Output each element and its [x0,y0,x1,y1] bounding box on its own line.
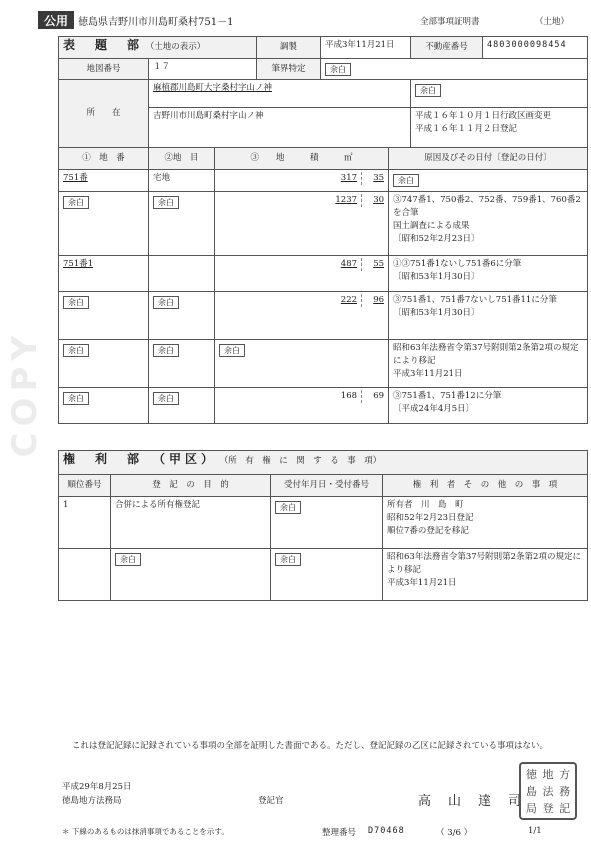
shozai-label: 所 在 [59,80,149,148]
kenri-row-2-juni [59,549,111,601]
area-decimal: 55 [373,259,385,269]
yohaku-stamp: 余白 [153,344,179,357]
footnote: ＊ 下線のあるものは抹消事項であることを示す。 [62,827,229,836]
hyodai-row-1-chiban [59,170,149,192]
chizu-label: 地図番号 [59,59,149,80]
seal-char: 局 [525,801,537,815]
shozai-row-2 [149,108,411,148]
seal-char: 徳 [525,768,537,782]
col-chiban: ① 地 番 [59,148,149,170]
hyodai-row-3-chiseki [215,256,389,292]
yohaku-stamp: 余白 [275,553,301,566]
chimoku-text: 宅地 [153,173,171,183]
area-integer: 317 [341,172,362,185]
yohaku-stamp: 余白 [63,344,89,357]
issuing-office: 徳島地方法務局 [62,796,122,806]
kenri-row-2-jiko: 昭和63年法務省令第37号附則第2条第2項の規定により移記 平成3年11月21日 [383,549,588,601]
area-integer: 168 [341,390,362,403]
hyodai-row-6-chiseki [215,388,389,424]
seal-char: 務 [559,784,571,798]
area-integer: 487 [341,258,362,271]
chosei-label: 調製 [257,37,321,59]
col-chimoku: ②地 目 [149,148,215,170]
fudosan-value: 4803000098454 [483,37,588,59]
hyodai-row-4-chiban [59,292,149,340]
chiban-text: 751番 [63,173,88,183]
official-use-badge: 公用 [38,11,74,29]
seal-char: 島 [525,784,537,798]
issue-date: 平成29年8月25日 [62,782,132,792]
seal-char: 法 [542,784,554,798]
col-uketsuke: 受付年月日・受付番号 [271,475,383,497]
kenri-row-1-mokuteki: 合併による所有権登記 [111,497,271,549]
page-number: 1/1 [528,826,542,836]
hyodai-row-2-chiseki [215,192,389,256]
yohaku-stamp: 余白 [63,392,89,405]
kenri-row-1-uketsuke [271,497,383,549]
yohaku-stamp: 余白 [153,296,179,309]
hyodai-table [58,36,588,424]
hyodai-row-5-genin: 昭和63年法務省令第37号附則第2条第2項の規定により移記 平成3年11月21日 [389,340,588,388]
hyodai-title-cell [59,37,257,59]
yohaku-stamp: 余白 [153,392,179,405]
yohaku-stamp: 余白 [275,501,301,514]
seiri-label: 整理番号 [322,828,357,838]
hyodai-row-3-genin: ①③751番1ないし751番6に分筆 〔昭和53年1月30日〕 [389,256,588,292]
hyodai-row-4-genin: ③751番1、751番7ないし751番11に分筆 〔昭和53年1月30日〕 [389,292,588,340]
seal-char: 方 [559,768,571,782]
col-mokuteki: 登 記 の 目 的 [111,475,271,497]
hyodai-subtitle: （土地の表示） [145,42,206,52]
col-chiseki: ③ 地 積 ㎡ [215,148,389,170]
hyodai-row-4-chiseki [215,292,389,340]
kenri-table [58,450,588,601]
hyodai-row-1-chiseki [215,170,389,192]
hyodai-row-1-chimoku [149,170,215,192]
shozai-old-address: 麻植郡川島町大字桑村字山ノ神 [153,83,273,93]
kenri-row-1-jiko: 所有者 川 島 町 昭和52年2月23日登記 順位7番の登記を移記 [383,497,588,549]
kenri-row-2-uketsuke [271,549,383,601]
hyodai-title: 表 題 部 [63,38,144,52]
hyodai-row-4-chimoku [149,292,215,340]
fudosan-label: 不動産番号 [411,37,483,59]
official-seal [519,762,577,820]
col-genin: 原因及びその日付〔登記の日付〕 [389,148,588,170]
yohaku-stamp: 余白 [115,553,141,566]
kenri-title: 権 利 部 （甲区） [63,452,218,466]
hyodai-row-3-chimoku [149,256,215,292]
chiban-text: 751番1 [63,259,94,269]
kenri-title-cell [59,451,588,475]
shozai-row-1 [149,80,411,108]
header-address: 徳島県吉野川市川島町桑村751－1 [78,17,234,28]
yohaku-stamp: 余白 [63,296,89,309]
seal-char: 登 [542,801,554,815]
registrar-name: 高 山 達 司 [418,794,524,809]
kenri-row-1-juni: 1 [59,497,111,549]
area-decimal: 30 [373,195,385,205]
area-decimal: 35 [373,173,385,183]
shozai-note-2: 平成１６年１０月１日行政区画変更 平成１６年１１月２日登記 [411,108,588,148]
yohaku-stamp: 余白 [63,196,89,209]
yohaku-stamp: 余白 [153,196,179,209]
yohaku-stamp: 余白 [415,84,441,97]
hikkai-label: 筆界特定 [257,59,321,80]
hyodai-row-6-chimoku [149,388,215,424]
col-juni: 順位番号 [59,475,111,497]
chizu-value: １７ [149,59,257,80]
hyodai-row-2-genin: ③747番1、750番2、752番、759番1、760番2を合筆 国土調査による成果 〔昭和52年2月23日〕 [389,192,588,256]
hyodai-row-3-chiban [59,256,149,292]
yohaku-stamp: 余白 [393,174,419,187]
seal-char: 記 [559,801,571,815]
chosei-value: 平成3年11月21日 [321,37,411,59]
copy-watermark: COPY [5,330,45,458]
area-integer: 1237 [335,194,362,207]
page-sub: （ 3/6 ） [436,828,473,838]
seiri-number: D70468 [368,826,405,836]
col-jiko: 権 利 者 そ の 他 の 事 項 [383,475,588,497]
shozai-note-1-cell [411,80,588,108]
hyodai-row-5-chimoku [149,340,215,388]
hyodai-row-5-chiseki [215,340,389,388]
area-decimal: 69 [373,391,385,401]
hyodai-row-2-chiban [59,192,149,256]
hyodai-row-6-genin: ③751番1、751番12に分筆 〔平成24年4月5日〕 [389,388,588,424]
kenri-subtitle: （所 有 権 に 関 す る 事 項） [219,456,382,466]
document-title: 全部事項証明書 [420,17,480,27]
shozai-new-address: 吉野川市川島町桑村字山ノ神 [153,111,264,121]
seal-char: 地 [542,768,554,782]
certification-statement: これは登記記録に記録されている事項の全部を証明した書面である。ただし、登記記録の乙区に記録されている事項はない。 [72,741,549,751]
hyodai-row-5-chiban [59,340,149,388]
hyodai-row-6-chiban [59,388,149,424]
area-integer: 222 [341,294,362,307]
hyodai-row-1-genin [389,170,588,192]
registrar-label: 登記官 [258,796,284,806]
document-kind: （土地） [535,17,570,27]
area-decimal: 96 [373,295,385,305]
yohaku-stamp: 余白 [219,344,245,357]
kenri-row-2-mokuteki [111,549,271,601]
hikkai-cell [321,59,588,80]
yohaku-stamp: 余白 [325,63,351,76]
hyodai-row-2-chimoku [149,192,215,256]
